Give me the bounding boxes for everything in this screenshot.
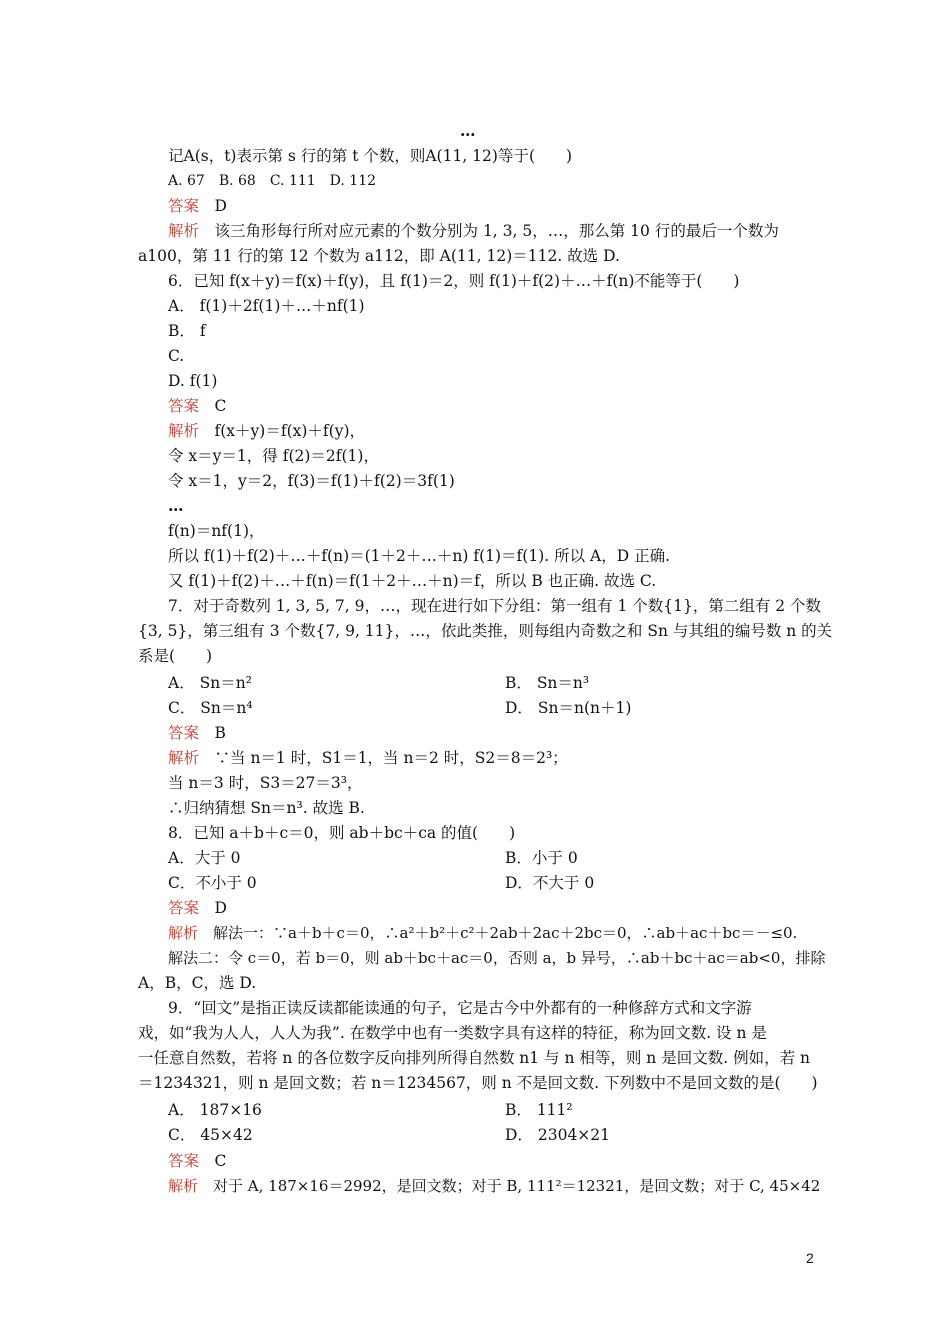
option-a: A．大于 0: [168, 849, 241, 867]
analysis-text: 对于 A, 187×16＝2992，是回文数；对于 B, 111²＝12321，是回文数；对于 C, 45×42: [198, 1177, 821, 1195]
answer-line: [168, 722, 226, 744]
option-c: C.: [168, 347, 185, 365]
text-line: 系是( ): [138, 647, 213, 665]
answer-value: B: [199, 724, 226, 742]
answer-line: [168, 1150, 226, 1172]
answer-value: C: [199, 1152, 227, 1170]
analysis-line: [168, 922, 797, 944]
question-7: 7．对于奇数列 1, 3, 5, 7, 9，…，现在进行如下分组：第一组有 1 个数{1}，第二组有 2 个数: [168, 597, 822, 615]
analysis-label: 解析: [168, 222, 200, 240]
page-number: 2: [806, 1250, 814, 1266]
option-d: D． Sn＝n(n＋1): [505, 699, 632, 717]
continuation-dots: …: [460, 121, 477, 140]
answer-line: [168, 395, 226, 417]
analysis-line: [168, 1175, 820, 1197]
option-b: B．小于 0: [505, 849, 578, 867]
analysis-line: [168, 420, 365, 442]
text-line: 一任意自然数，若将 n 的各位数字反向排列所得自然数 n1 与 n 相等，则 n 是回文数. 例如，若 n: [138, 1049, 810, 1067]
option-a: A． f(1)＋2f(1)＋…＋nf(1): [168, 297, 365, 315]
answer-label: 答案: [168, 724, 200, 742]
option-d: D. f(1): [168, 372, 218, 390]
text-line: a100，第 11 行的第 12 个数为 a112，即 A(11, 12)＝112. 故选 D.: [138, 247, 620, 265]
text-line: 当 n＝3 时，S3＝27＝3³，: [168, 774, 363, 792]
option-b: B． Sn＝n³: [505, 674, 590, 692]
answer-label: 答案: [168, 1152, 200, 1170]
option-c: C． Sn＝n⁴: [168, 699, 253, 717]
option-c: C．不小于 0: [168, 874, 257, 892]
answer-line: [168, 897, 227, 919]
text-line: 令 x＝1，y＝2，f(3)＝f(1)＋f(2)＝3f(1): [168, 472, 455, 490]
option-b: B． 111²: [505, 1101, 573, 1119]
text-line: 所以 f(1)＋f(2)＋…＋f(n)＝(1＋2＋…＋n) f(1)＝f(1). 所以 A，D 正确.: [168, 547, 670, 565]
text-line: ∴归纳猜想 Sn＝n³. 故选 B.: [168, 799, 365, 817]
question-8: 8．已知 a＋b＋c＝0，则 ab＋bc＋ca 的值( ): [168, 824, 516, 842]
text-line: ＝1234321，则 n 是回文数；若 n＝1234567，则 n 不是回文数. 下列数中不是回文数的是( ): [138, 1074, 818, 1092]
answer-label: 答案: [168, 899, 200, 917]
analysis-text: 解法一：∵a＋b＋c＝0，∴a²＋b²＋c²＋2ab＋2ac＋2bc＝0，∴ab＋ac＋bc＝－≤0.: [198, 924, 798, 942]
option-a: A． Sn＝n²: [168, 674, 252, 692]
text-line: 又 f(1)＋f(2)＋…＋f(n)＝f(1＋2＋…＋n)＝f，所以 B 也正确. 故选 C.: [168, 572, 657, 590]
analysis-label: 解析: [168, 422, 200, 440]
analysis-text: ∵当 n＝1 时，S1＝1，当 n＝2 时，S2＝8＝2³；: [199, 749, 568, 767]
answer-label: 答案: [168, 397, 200, 415]
analysis-text: f(x＋y)＝f(x)＋f(y)，: [199, 422, 366, 440]
option-c: C． 45×42: [168, 1126, 253, 1144]
text-line: 戏，如“我为人人，人人为我”. 在数学中也有一类数字具有这样的特征，称为回文数. 设 n 是: [138, 1024, 767, 1042]
text-line: {3, 5}，第三组有 3 个数{7, 9, 11}，…，依此类推，则每组内奇数之和 Sn 与其组的编号数 n 的关: [138, 622, 833, 640]
analysis-text: 该三角形每行所对应元素的个数分别为 1, 3, 5，…，那么第 10 行的最后一个数为: [199, 222, 779, 240]
question-9: 9．“回文”是指正读反读都能读通的句子，它是古今中外都有的一种修辞方式和文字游: [168, 999, 752, 1017]
options-line: A. 67 B. 68 C. 111 D. 112: [168, 173, 377, 189]
answer-value: D: [199, 197, 227, 215]
answer-value: C: [199, 397, 227, 415]
analysis-label: 解析: [168, 749, 200, 767]
analysis-label: 解析: [168, 924, 199, 942]
question-6: 6．已知 f(x＋y)＝f(x)＋f(y)，且 f(1)＝2，则 f(1)＋f(2)＋…＋f(n)不能等于( ): [168, 272, 740, 290]
text-line: A，B，C，选 D.: [138, 974, 257, 992]
text-line: …: [168, 496, 184, 515]
option-d: D．不大于 0: [505, 874, 595, 892]
text-line: 解法二：令 c＝0，若 b＝0，则 ab＋bc＋ac＝0，否则 a，b 异号，∴ab＋bc＋ac＝ab<0，排除: [168, 949, 826, 967]
text-line: 令 x＝y＝1，得 f(2)＝2f(1)，: [168, 447, 379, 465]
analysis-line: [168, 747, 568, 769]
option-d: D． 2304×21: [505, 1126, 611, 1144]
option-a: A． 187×16: [168, 1101, 262, 1119]
answer-line: [168, 195, 227, 217]
text-line: f(n)＝nf(1)，: [168, 522, 265, 540]
answer-label: 答案: [168, 197, 200, 215]
answer-value: D: [199, 899, 227, 917]
option-b: B． f: [168, 322, 206, 340]
question-line: 记A(s，t)表示第 s 行的第 t 个数，则A(11, 12)等于( ): [168, 147, 573, 165]
analysis-line: [168, 220, 779, 242]
analysis-label: 解析: [168, 1177, 199, 1195]
